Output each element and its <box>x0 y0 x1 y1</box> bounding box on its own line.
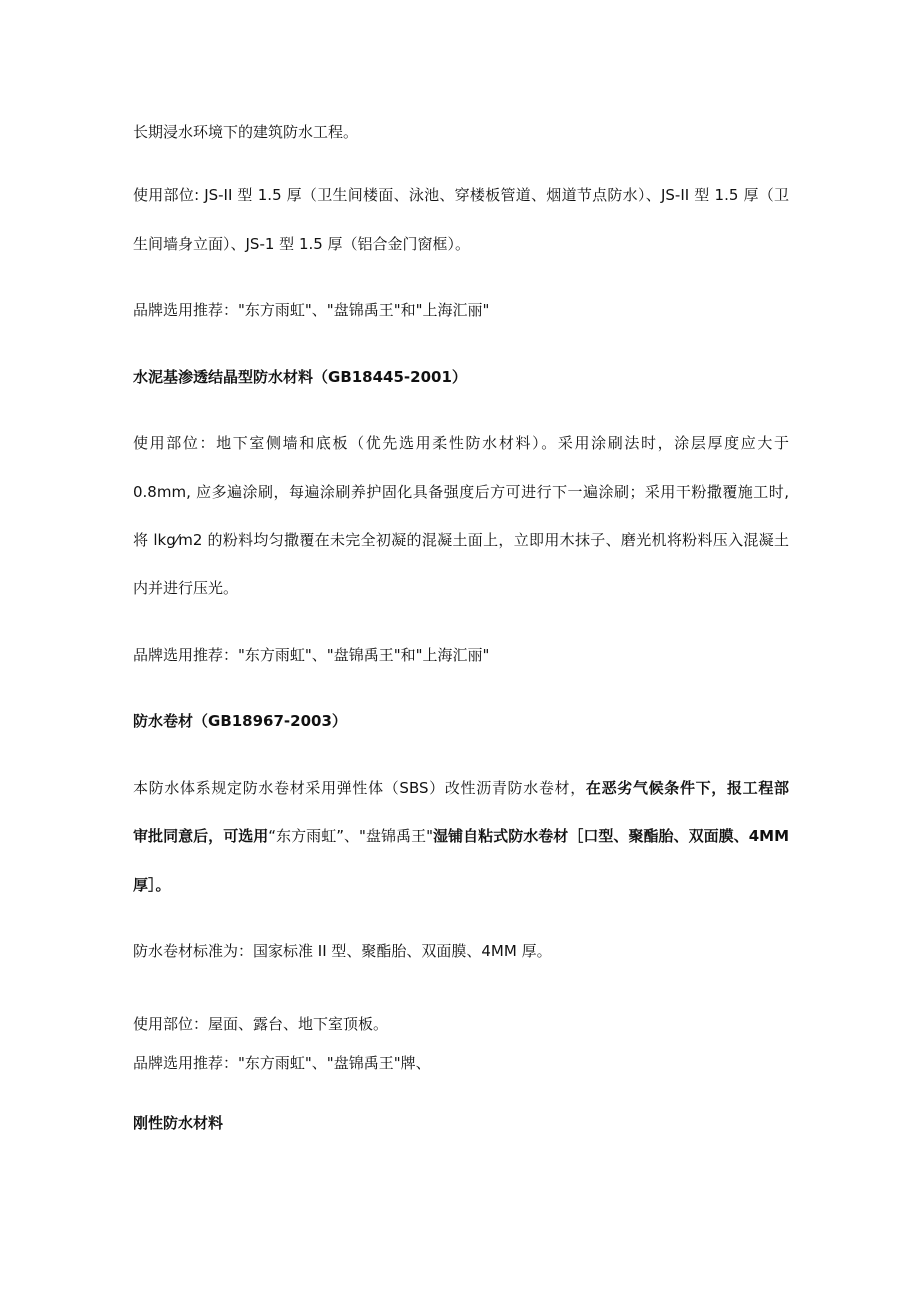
usage-cement-line-3: 将 lkg⁄m2 的粉料均匀撒覆在未完全初凝的混凝土面上，立即用木抹子、磨光机将粉料压入混凝土 <box>133 531 789 549</box>
usage-cement-line-4: 内并进行压光。 <box>133 579 239 597</box>
membrane-line-2-normal: “东方雨虹”、"盘锦禹王" <box>268 827 434 845</box>
heading-cement-crystalline: 水泥基渗透结晶型防水材料（GB18445-2001） <box>133 368 467 386</box>
brand-recommendation-1: 品牌选用推荐："东方雨虹"、"盘锦禹王"和"上海汇丽" <box>133 301 490 319</box>
brand-recommendation-2: 品牌选用推荐："东方雨虹"、"盘锦禹王"和"上海汇丽" <box>133 646 490 664</box>
membrane-paragraph-line-1 <box>133 778 789 798</box>
membrane-line-2-bold-a: 审批同意后，可选用 <box>133 827 269 845</box>
membrane-paragraph-line-2 <box>133 826 789 846</box>
membrane-line-2-bold-b: 湿铺自粘式防水卷材［口型、聚酯胎、双面膜、4MM <box>433 827 789 845</box>
usage-membrane: 使用部位：屋面、露台、地下室顶板。 <box>133 1015 389 1033</box>
brand-recommendation-3: 品牌选用推荐："东方雨虹"、"盘锦禹王"牌、 <box>133 1054 431 1072</box>
paragraph-long-term-immersion: 长期浸水环境下的建筑防水工程。 <box>133 123 359 141</box>
membrane-line-1-bold: 在恶劣气候条件下，报工程部 <box>585 779 789 797</box>
membrane-line-1-normal: 本防水体系规定防水卷材采用弹性体（SBS）改性沥青防水卷材， <box>133 779 586 797</box>
heading-waterproof-membrane: 防水卷材（GB18967-2003） <box>133 712 347 730</box>
usage-js-line-2: 生间墙身立面）、JS-1 型 1.5 厚（铝合金门窗框）。 <box>133 235 471 253</box>
membrane-standard: 防水卷材标准为：国家标准 II 型、聚酯胎、双面膜、4MM 厚。 <box>133 942 552 960</box>
usage-js-line-1: 使用部位: JS-II 型 1.5 厚（卫生间楼面、泳池、穿楼板管道、烟道节点防水）、JS-II 型 1.5 厚（卫 <box>133 186 789 204</box>
heading-rigid-waterproof: 刚性防水材料 <box>133 1114 224 1132</box>
usage-cement-line-1: 使用部位：地下室侧墙和底板（优先选用柔性防水材料）。采用涂刷法时，涂层厚度应大于 <box>133 434 789 452</box>
usage-cement-line-2: 0.8mm, 应多遍涂刷，每遍涂刷养护固化具备强度后方可进行下一遍涂刷；采用干粉撒覆施工时, <box>133 483 789 501</box>
membrane-paragraph-line-3: 厚］。 <box>133 876 171 894</box>
